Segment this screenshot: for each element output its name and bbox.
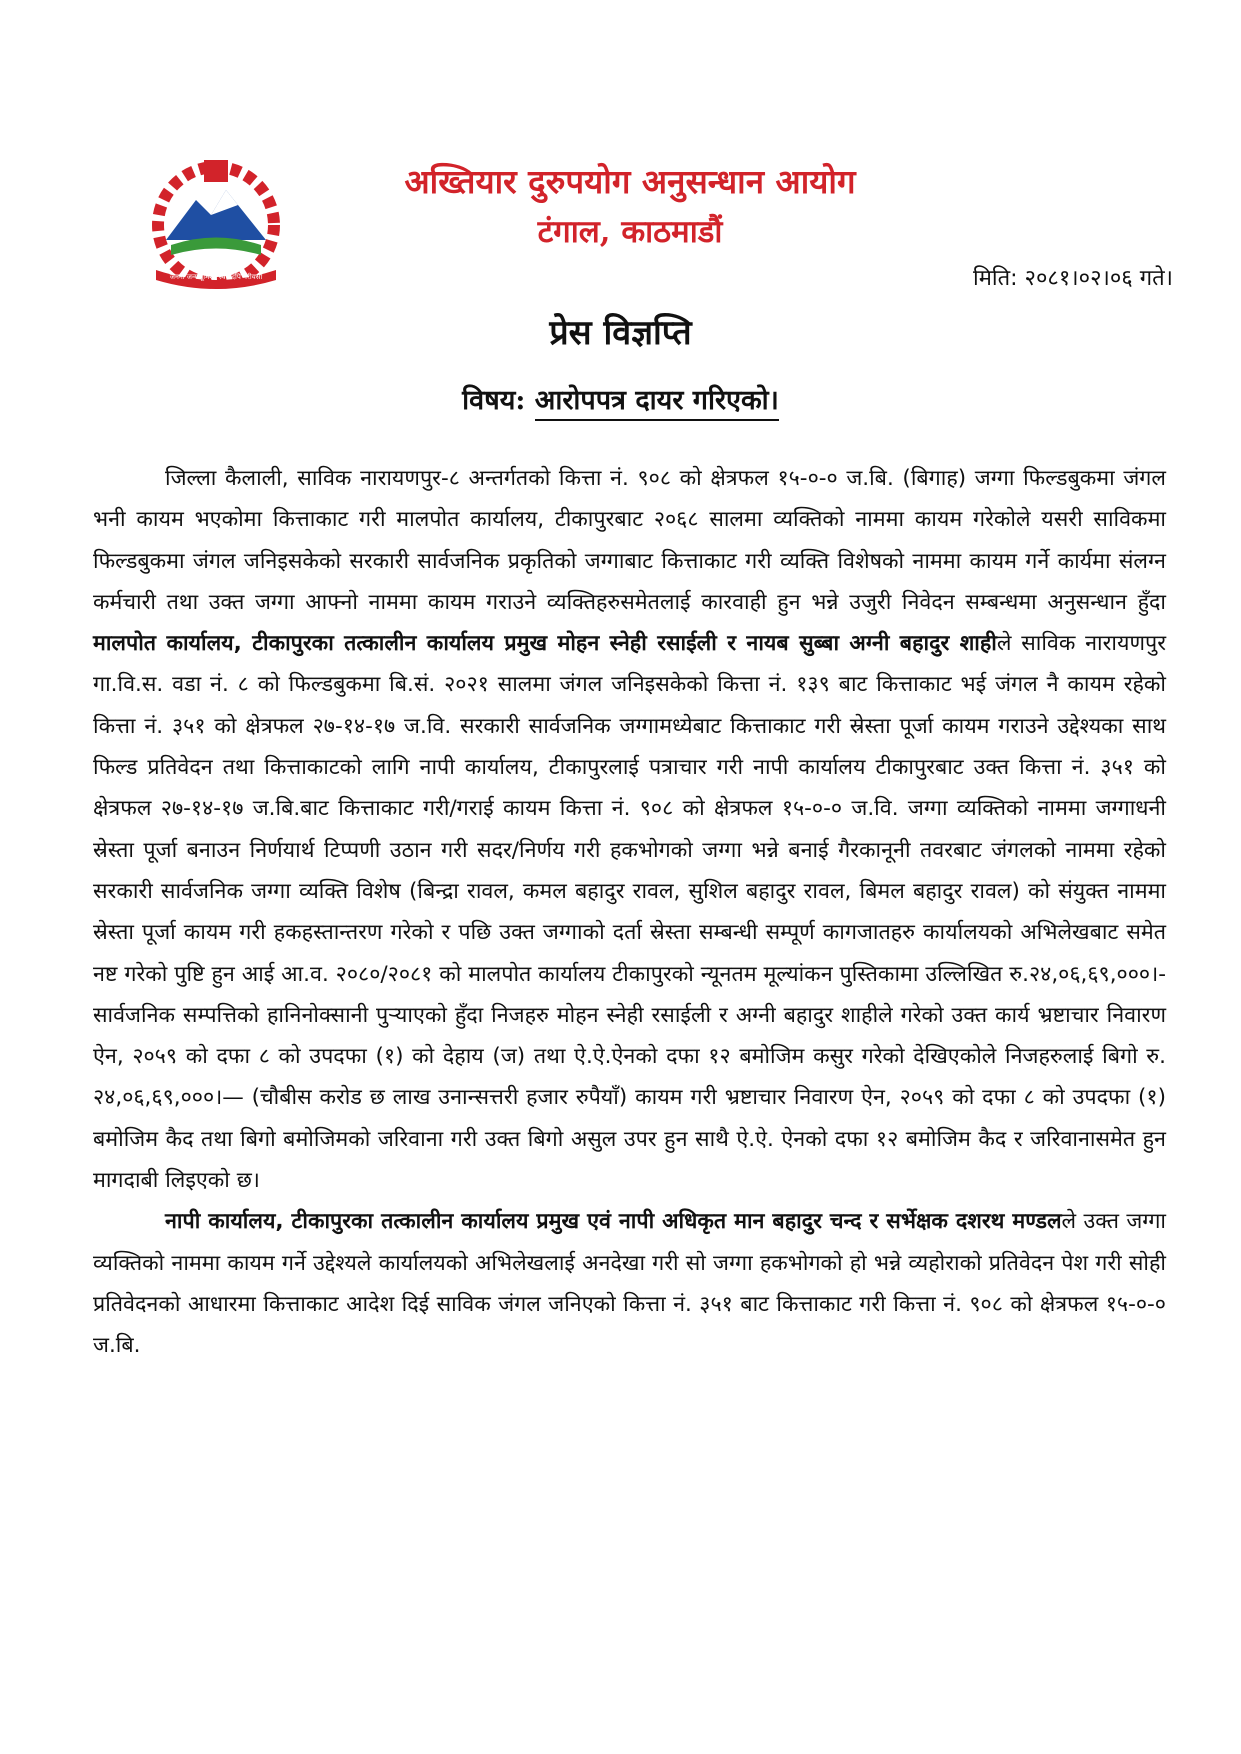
paragraph-2 (93, 1201, 1166, 1366)
p2-text-a: ले उक्त जग्गा व्यक्तिको नाममा कायम गर्ने उद्देश्यले कार्यालयको अभिलेखलाई अनदेखा गरी सो जग्गा हकभोगको हो भन्ने व्यहोराको प्रतिवेदन पेश गरी सोही प्रतिवेदनको आधारमा कित्ताकाट आदेश दिई साविक जंगल जनिएको कित्ता नं. ३५१ बाट कित्ताकाट गरी कित्ता नं. ९०८ को क्षेत्रफल १५-०-० ज.बि. (93, 1209, 1166, 1359)
p1-bold-names: मालपोत कार्यालय, टीकापुरका तत्कालीन कार्यालय प्रमुख मोहन स्नेही रसाईली र नायब सुब्बा अग्नी बहादुर शाही (93, 631, 997, 657)
paragraph-1 (93, 458, 1166, 1201)
subject-label: विषय: (462, 385, 526, 416)
document-body (93, 458, 1166, 1367)
subject-line (0, 380, 1241, 417)
p2-bold-names: नापी कार्यालय, टीकापुरका तत्कालीन कार्यालय प्रमुख एवं नापी अधिकृत मान बहादुर चन्द र सर्भेक्षक दशरथ मण्डल (165, 1209, 1062, 1235)
p1-text-b: ले साविक नारायणपुर गा.वि.स. वडा नं. ८ को फिल्डबुकमा बि.सं. २०२१ सालमा जंगल जनिइसकेको कित्ता नं. १३९ बाट कित्ताकाट भई जंगल नै कायम रहेको कित्ता नं. ३५१ को क्षेत्रफल २७-१४-१७ ज.वि. सरकारी सार्वजनिक जग्गामध्येबाट कित्ताकाट गरी स्रेस्ता पूर्जा कायम गराउने उद्देश्यका साथ फिल्ड प्रतिवेदन तथा कित्ताकाटको लागि नापी कार्यालय, टीकापुरलाई पत्राचार गरी नापी कार्यालय टीकापुरबाट उक्त कित्ता नं. ३५१ को क्षेत्रफल २७-१४-१७ ज.बि.बाट कित्ताकाट गरी/गराई कायम कित्ता नं. ९०८ को क्षेत्रफल १५-०-० ज.वि. जग्गा व्यक्तिको नाममा जग्गाधनी स्रेस्ता पूर्जा बनाउन निर्णयार्थ टिप्पणी उठान गरी सदर/निर्णय गरी हकभोगको जग्गा भन्ने बनाई गैरकानूनी तवरबाट जंगलको नाममा रहेको सरकारी सार्वजनिक जग्गा व्यक्ति विशेष (बिन्द्रा रावल, कमल बहादुर रावल, सुशिल बहादुर रावल, बिमल बहादुर रावल) को संयुक्त नाममा स्रेस्ता पूर्जा कायम गरी हकहस्तान्तरण गरेको र पछि उक्त जग्गाको दर्ता स्रेस्ता सम्बन्धी सम्पूर्ण कागजातहरु कार्यालयको अभिलेखबाट समेत नष्ट गरेको पुष्टि हुन आई आ.व. २०८०/२०८१ को मालपोत कार्यालय टीकापुरको न्यूनतम मूल्यांकन पुस्तिकामा उल्लिखित रु.२४,०६,६९,०००।- सार्वजनिक सम्पत्तिको हानिनोक्सानी पुऱ्याएको हुँदा निजहरु मोहन स्नेही रसाईली र अग्नी बहादुर शाहीले गरेको उक्त कार्य भ्रष्टाचार निवारण ऐन, २०५९ को दफा ८ को उपदफा (१) को देहाय (ज) तथा ऐ.ऐ.ऐनको दफा १२ बमोजिम कसुर गरेको देखिएकोले निजहरुलाई बिगो रु. २४,०६,६९,०००।— (चौबीस करोड छ लाख उनान्सत्तरी हजार रुपैयाँ) कायम गरी भ्रष्टाचार निवारण ऐन, २०५९ को दफा ८ को उपदफा (१) बमोजिम कैद तथा बिगो बमोजिमको जरिवाना गरी उक्त बिगो असुल उपर हुन साथै ऐ.ऐ. ऐनको दफा १२ बमोजिम कैद र जरिवानासमेत हुन मागदाबी लिइएको छ। (93, 631, 1166, 1194)
subject-text: आरोपपत्र दायर गरिएको। (535, 385, 779, 421)
nepal-emblem-logo (126, 150, 306, 300)
document-title: प्रेस विज्ञप्ति (549, 313, 692, 353)
organization-location: टंगाल, काठमाडौं (537, 214, 723, 250)
svg-text:जननी जन्मभूमिश्च स्वर्गादपि गर: जननी जन्मभूमिश्च स्वर्गादपि गरीयसी (169, 273, 263, 281)
organization-name: अख्तियार दुरुपयोग अनुसन्धान आयोग (404, 162, 856, 201)
release-date: मिति: २०८१।०२।०६ गते। (973, 266, 1173, 291)
p1-text-a: जिल्ला कैलाली, साविक नारायणपुर-८ अन्तर्गतको कित्ता नं. ९०८ को क्षेत्रफल १५-०-० ज.बि. (बिगाह) जग्गा फिल्डबुकमा जंगल भनी कायम भएकोमा कित्ताकाट गरी मालपोत कार्यालय, टीकापुरबाट २०६८ सालमा व्यक्तिको नाममा कायम गरेकोले यसरी साविकमा फिल्डबुकमा जंगल जनिइसकेको सरकारी सार्वजनिक प्रकृतिको जग्गाबाट कित्ताकाट गरी व्यक्ति विशेषको नाममा कायम गर्ने कार्यमा संलग्न कर्मचारी तथा उक्त जग्गा आफ्नो नाममा कायम गराउने व्यक्तिहरुसमेतलाई कारवाही हुन भन्ने उजुरी निवेदन सम्बन्धमा अनुसन्धान हुँदा (93, 466, 1166, 615)
